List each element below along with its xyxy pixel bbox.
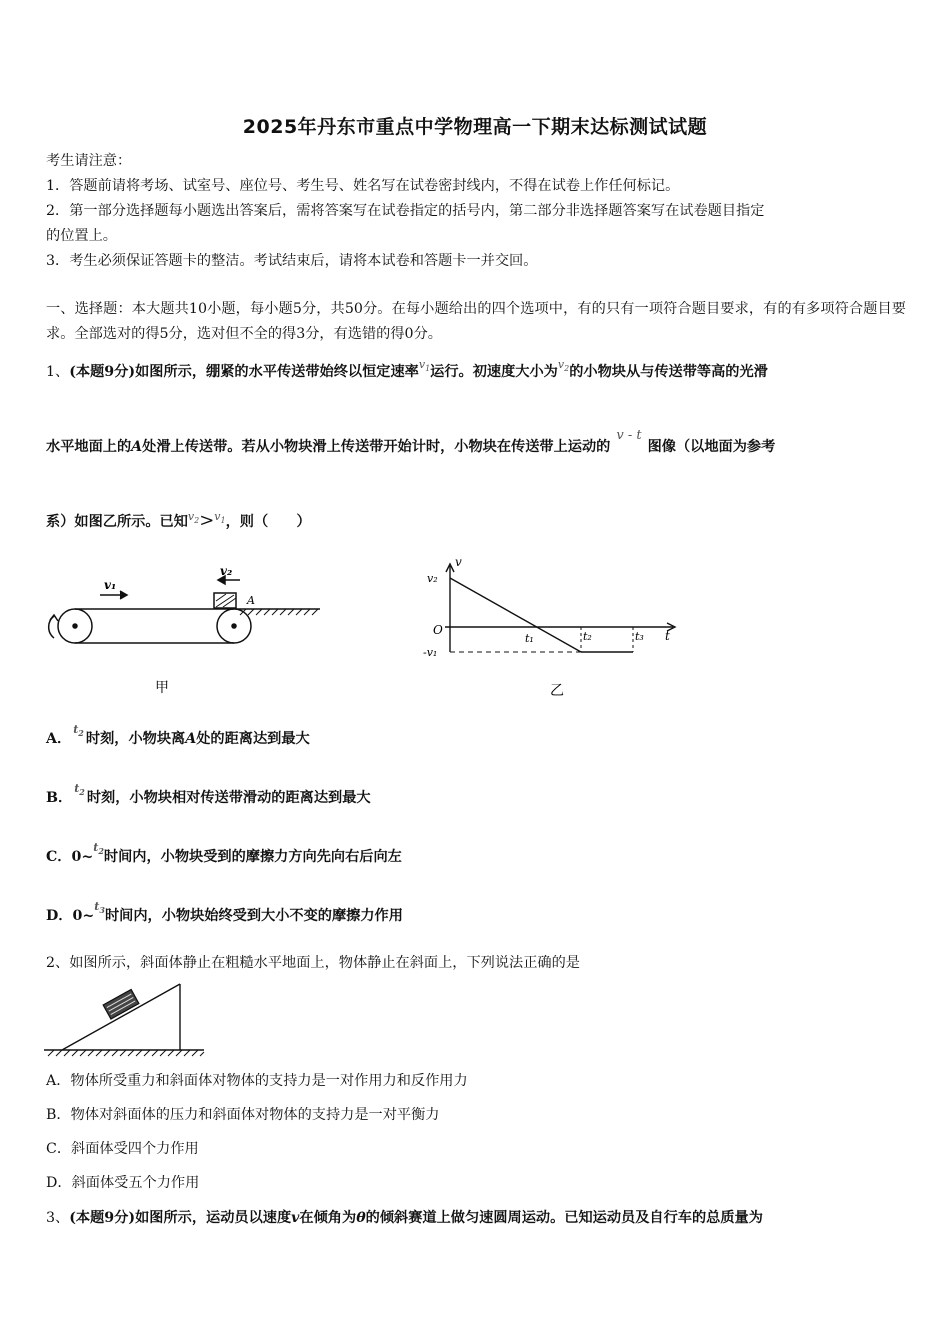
label-v2: v₂ [220,564,233,578]
label-neg-v1: -v₁ [423,646,438,659]
symbol-sub: 3 [99,905,105,916]
notice-item-1: 1．答题前请将考场、试室号、座位号、考生号、姓名写在试卷密封线内，不得在试卷上作任何标记。 [46,178,680,194]
symbol-v: v [557,358,565,371]
q1-text: 水平地面上的 [46,439,132,455]
figure-yi-caption: 乙 [550,683,564,699]
q3-stem [46,1208,763,1228]
page-title: 2025年丹东市重点中学物理高一下期末达标测试试题 [242,116,708,138]
q3-text: 的倾斜赛道上做匀速圆周运动。已知运动员及自行车的总质量为 [365,1210,763,1226]
q1-text: ，则（ ） [225,514,311,530]
option-label: A． [46,731,72,747]
symbol-sub: 2 [78,728,84,739]
symbol-t: t [94,900,100,913]
label-t1: t₁ [525,632,534,645]
label-t3: t₃ [635,630,644,643]
q2-option-b: B．物体对斜面体的压力和斜面体对物体的支持力是一对平衡力 [46,1107,440,1123]
figure-incline [44,978,206,1060]
label-A: A [247,594,255,607]
ground-hatch [240,609,318,615]
label-origin: O [433,623,443,637]
symbol-sub: 1 [425,364,431,374]
symbol-t: t [73,723,79,736]
option-range-start: 0~ [72,908,95,924]
symbol-v: v [418,358,426,371]
symbol-theta: θ [356,1210,366,1226]
symbol-t3 [94,897,105,920]
notice-item-3: 3．考生必须保证答题卡的整洁。考试结束后，请将本试卷和答题卡一并交回。 [46,253,538,269]
left-pulley-axle [73,624,77,628]
q3-text: 如图所示，运动员以速度 [135,1210,292,1226]
section-heading: 一、选择题：本大题共10小题，每小题5分，共50分。在每小题给出的四个选项中，有的只有一项符合题目要求，有的有多项符合题目要求。全部选对的得5分，选对但不全的得3分，有选错的得0分。 [46,301,906,342]
q2-option-d: D．斜面体受五个力作用 [46,1175,200,1191]
q1-line-3 [46,511,311,537]
label-v-axis: v [455,555,462,569]
symbol-v2 [188,507,199,531]
symbol-vt: v - t [616,428,642,443]
symbol-sub: 1 [220,516,226,526]
q2-option-a: A．物体所受重力和斜面体对物体的支持力是一对作用力和反作用力 [46,1073,468,1089]
q1-number: 1、 [46,364,70,380]
notice-heading: 考生请注意： [46,153,132,169]
symbol-v: v [214,510,221,523]
q1-text: 图像（以地面为参考 [647,439,776,455]
q3-text: 在倾角为 [299,1210,357,1226]
option-range-start: 0~ [71,849,94,865]
q1-line-2 [46,428,776,458]
q1-text: 处滑上传送带。若从小物块滑上传送带开始计时，小物块在传送带上运动的 [142,439,611,455]
q2-stem: 2、如图所示，斜面体静止在粗糙水平地面上，物体静止在斜面上，下列说法正确的是 [46,955,580,971]
velocity-line-1 [450,578,581,652]
notice-item-2-cont: 的位置上。 [46,228,117,244]
symbol-v1 [214,507,225,531]
symbol-sub: 2 [98,846,104,857]
symbol-t2 [74,779,85,802]
option-label: D． [46,908,73,924]
option-text: 时间内，小物块受到的摩擦力方向先向右后向左 [103,849,402,865]
v1-arrowhead [120,591,127,599]
greater-than-sign: > [199,510,215,531]
q1-text: 系）如图乙所示。已知 [46,514,188,530]
label-v2-axis: v₂ [427,572,438,585]
symbol-v2 [558,355,569,379]
q1-option-a [46,723,310,753]
block-on-incline [103,989,139,1019]
q1-option-d [46,900,403,930]
option-label: C． [46,849,72,865]
point-a-label: A [131,439,143,455]
figure-conveyor [40,560,330,700]
option-text: 时刻，小物块相对传送带滑动的距离达到最大 [86,790,371,806]
symbol-sub: 2 [564,364,570,374]
q1-text: 的小物块从与传送带等高的光滑 [569,364,768,380]
q1-line-1 [46,358,768,387]
symbol-v: v [187,510,195,523]
symbol-v: v [291,1210,300,1226]
block-hatch [216,594,236,607]
symbol-sub: 2 [79,787,85,798]
symbol-t: t [93,841,99,854]
q2-option-c: C．斜面体受四个力作用 [46,1141,199,1157]
symbol-sub: 2 [194,516,200,526]
q1-text: 如图所示，绷紧的水平传送带始终以恒定速率 [135,364,419,380]
incline-slope [62,984,180,1050]
figure-vt-graph [415,552,685,702]
q1-option-c [46,841,402,871]
label-v1: v₁ [104,578,117,592]
label-t-axis: t [665,629,670,643]
symbol-v1 [419,355,430,379]
option-text: 时间内，小物块始终受到大小不变的摩擦力作用 [104,908,403,924]
option-text: 时刻，小物块离 [85,731,186,747]
q3-number: 3、 [46,1210,70,1226]
symbol-t: t [74,782,80,795]
incline-ground-hatch [48,1050,204,1056]
q1-option-b [46,782,371,812]
label-t2: t₂ [583,630,592,643]
q1-text: 运行。初速度大小为 [430,364,558,380]
right-pulley-axle [232,624,236,628]
option-label: B． [46,790,73,806]
point-a-label: A [185,731,197,747]
notice-item-2: 2．第一部分选择题每小题选出答案后，需将答案写在试卷指定的括号内，第二部分非选择题答案写在试卷题目指定 [46,203,765,219]
symbol-t2 [73,720,84,743]
symbol-t2 [93,838,104,861]
figure-jia-caption: 甲 [155,680,169,696]
q3-score: (本题9分) [69,1210,136,1226]
q1-score: (本题9分) [69,364,136,380]
option-text: 处的距离达到最大 [196,731,310,747]
